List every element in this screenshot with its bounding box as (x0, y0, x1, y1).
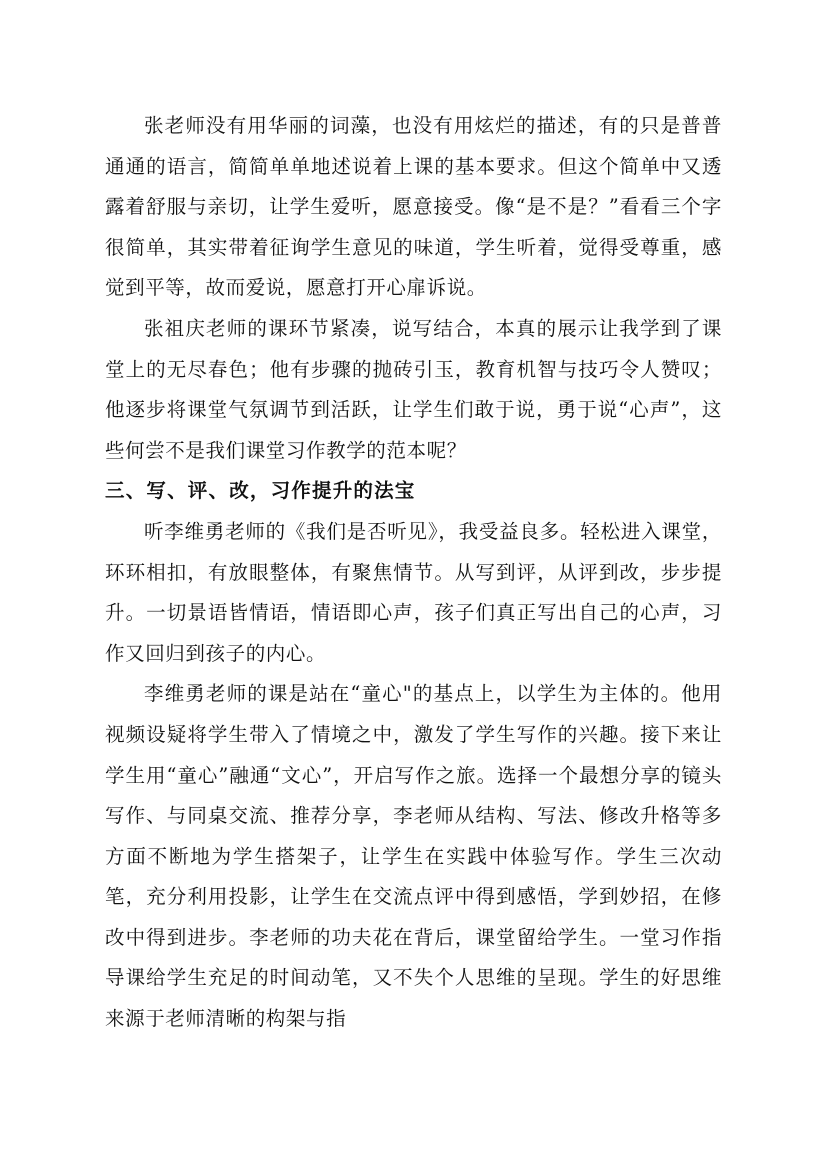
document-page (105, 106, 722, 1040)
paragraph-li-weiyong-intro: 听李维勇老师的《我们是否听见》，我受益良多。轻松进入课堂，环环相扣，有放眼整体，有聚焦情节。从写到评，从评到改，步步提升。一切景语皆情语，情语即心声，孩子们真正写出自己的心声，习作又回归到孩子的内心。 (105, 519, 722, 665)
paragraph-zhang-teacher-language: 张老师没有用华丽的词藻，也没有用炫烂的描述，有的只是普普通通的语言，简简单单地述说着上课的基本要求。但这个简单中又透露着舒服与亲切，让学生爱听，愿意接受。像“是不是？”看看三个字很简单，其实带着征询学生意见的味道，学生听着，觉得受尊重，感觉到平等，故而爱说，愿意打开心扉诉说。 (105, 114, 722, 300)
paragraph-zhang-zuqing-lesson: 张祖庆老师的课环节紧凑，说写结合，本真的展示让我学到了课堂上的无尽春色；他有步骤的抛砖引玉，教育机智与技巧令人赞叹；他逐步将课堂气氛调节到活跃，让学生们敢于说，勇于说“心声”，这些何尝不是我们课堂习作教学的范本呢？ (105, 316, 722, 462)
paragraph-li-weiyong-lesson: 李维勇老师的课是站在“童心"的基点上，以学生为主体的。他用视频设疑将学生带入了情境之中，激发了学生写作的兴趣。接下来让学生用“童心”融通“文心”，开启写作之旅。选择一个最想分享的镜头写作、与同桌交流、推荐分享，李老师从结构、写法、修改升格等多方面不断地为学生搭架子，让学生在实践中体验写作。学生三次动笔，充分利用投影，让学生在交流点评中得到感悟，学到妙招，在修改中得到进步。李老师的功夫花在背后，课堂留给学生。一堂习作指导课给学生充足的时间动笔，又不失个人思维的呈现。学生的好思维来源于老师清晰的构架与指 (105, 682, 722, 1031)
section-heading: 三、写、评、改，习作提升的法宝 (105, 479, 416, 503)
